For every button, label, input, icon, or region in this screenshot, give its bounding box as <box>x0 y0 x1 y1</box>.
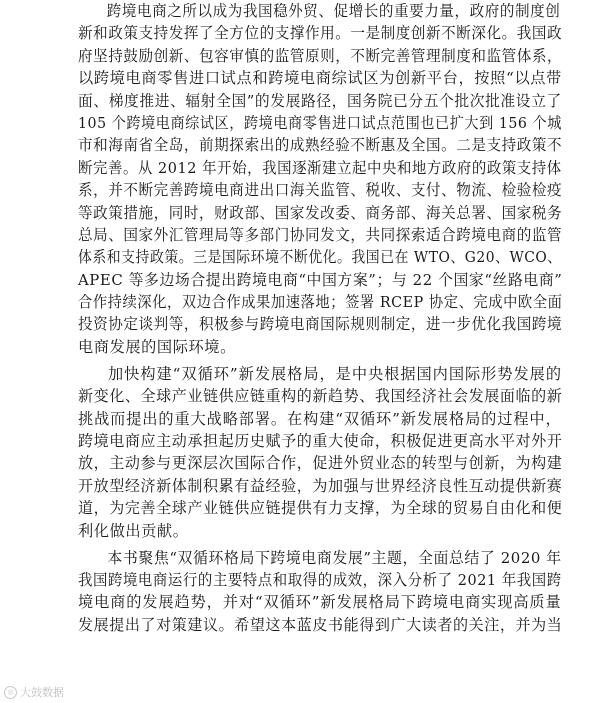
text-line: 面、梯度推进、辐射全国”的发展路径，国务院已分五个批次批准设立了 <box>78 91 562 110</box>
text-line: 加快构建“双循环”新发展格局，是中央根据国内国际形势发展的 <box>108 364 562 383</box>
text-line: 体系和支持政策。三是国际环境不断优化。我国已在 WTO、G20、WCO、 <box>78 248 562 267</box>
text-line: 合作持续深化，双边合作成果加速落地；签署 RCEP 协定、完成中欧全面 <box>78 293 563 312</box>
watermark-text: 大鼓数据 <box>20 686 64 699</box>
text-line: 我国跨境电商运行的主要特点和取得的成效，深入分析了 2021 年我国跨 <box>78 570 562 589</box>
watermark-logo-icon: ◎ <box>4 686 17 699</box>
paragraph-2 <box>78 363 562 542</box>
paragraph-3 <box>78 547 562 637</box>
text-line: 发展提出了对策建议。希望这本蓝皮书能得到广大读者的关注，并为当 <box>78 615 563 634</box>
text-line: 放，主动参与更深层次国际合作，促进外贸业态的转型与创新，为构建 <box>78 454 563 473</box>
text-line: 105 个跨境电商综试区，跨境电商零售进口试点范围也已扩大到 156 个城 <box>78 113 562 132</box>
text-line: 以跨境电商零售进口试点和跨境电商综试区为创新平台，按照“以点带 <box>78 69 563 88</box>
text-line: 道，为完善全球产业链供应链提供有力支撑，为全球的贸易自由化和便 <box>78 499 563 518</box>
text-line: 总局、国家外汇管理局等多部门协同发文，共同探索适合跨境电商的监管 <box>78 225 563 244</box>
body-text <box>78 0 562 636</box>
text-line: 电商发展的国际环境。 <box>78 337 236 356</box>
text-line: 跨境电商之所以成为我国稳外贸、促增长的重要力量，政府的制度创 <box>106 2 561 20</box>
watermark <box>4 684 64 700</box>
text-line: 投资协定谈判等，积极参与跨境电商国际规则制定，进一步优化我国跨境 <box>78 315 563 334</box>
text-line: APEC 等多边场合提出跨境电商“中国方案”；与 22 个国家“丝路电商” <box>78 270 563 289</box>
text-line: 境电商的发展趋势，并对“双循环”新发展格局下跨境电商实现高质量 <box>78 593 562 612</box>
text-line: 利化做出贡献。 <box>78 521 189 540</box>
text-line: 系，并不断完善跨境电商进出口海关监管、税收、支付、物流、检验检疫 <box>78 181 563 200</box>
text-line: 开放型经济新体制积累有益经验，为加强与世界经济良性互动提供新赛 <box>78 476 563 495</box>
text-line: 跨境电商应主动承担起历史赋予的重大使命，积极促进更高水平对外开 <box>78 432 563 451</box>
text-line: 等政策措施，同时，财政部、国家发改委、商务部、海关总署、国家税务 <box>78 203 563 222</box>
text-line: 府坚持鼓励创新、包容审慎的监管原则，不断完善管理制度和监管体系， <box>78 46 563 65</box>
text-line: 新和政策支持发挥了全方位的支撑作用。一是制度创新不断深化。我国政 <box>78 24 563 43</box>
text-line: 市和海南省全岛，前期探索出的成熟经验不断惠及全国。二是支持政策不 <box>78 136 563 155</box>
text-line: 本书聚焦“双循环格局下跨境电商发展”主题，全面总结了 2020 年 <box>107 548 562 567</box>
text-line: 新变化、全球产业链供应链重构的新趋势、我国经济社会发展面临的新 <box>78 387 563 406</box>
text-line: 断完善。从 2012 年开始，我国逐渐建立起中央和地方政府的政策支持体 <box>78 158 562 177</box>
paragraph-1 <box>78 0 562 358</box>
text-line: 挑战而提出的重大战略部署。在构建“双循环”新发展格局的过程中， <box>78 409 562 428</box>
